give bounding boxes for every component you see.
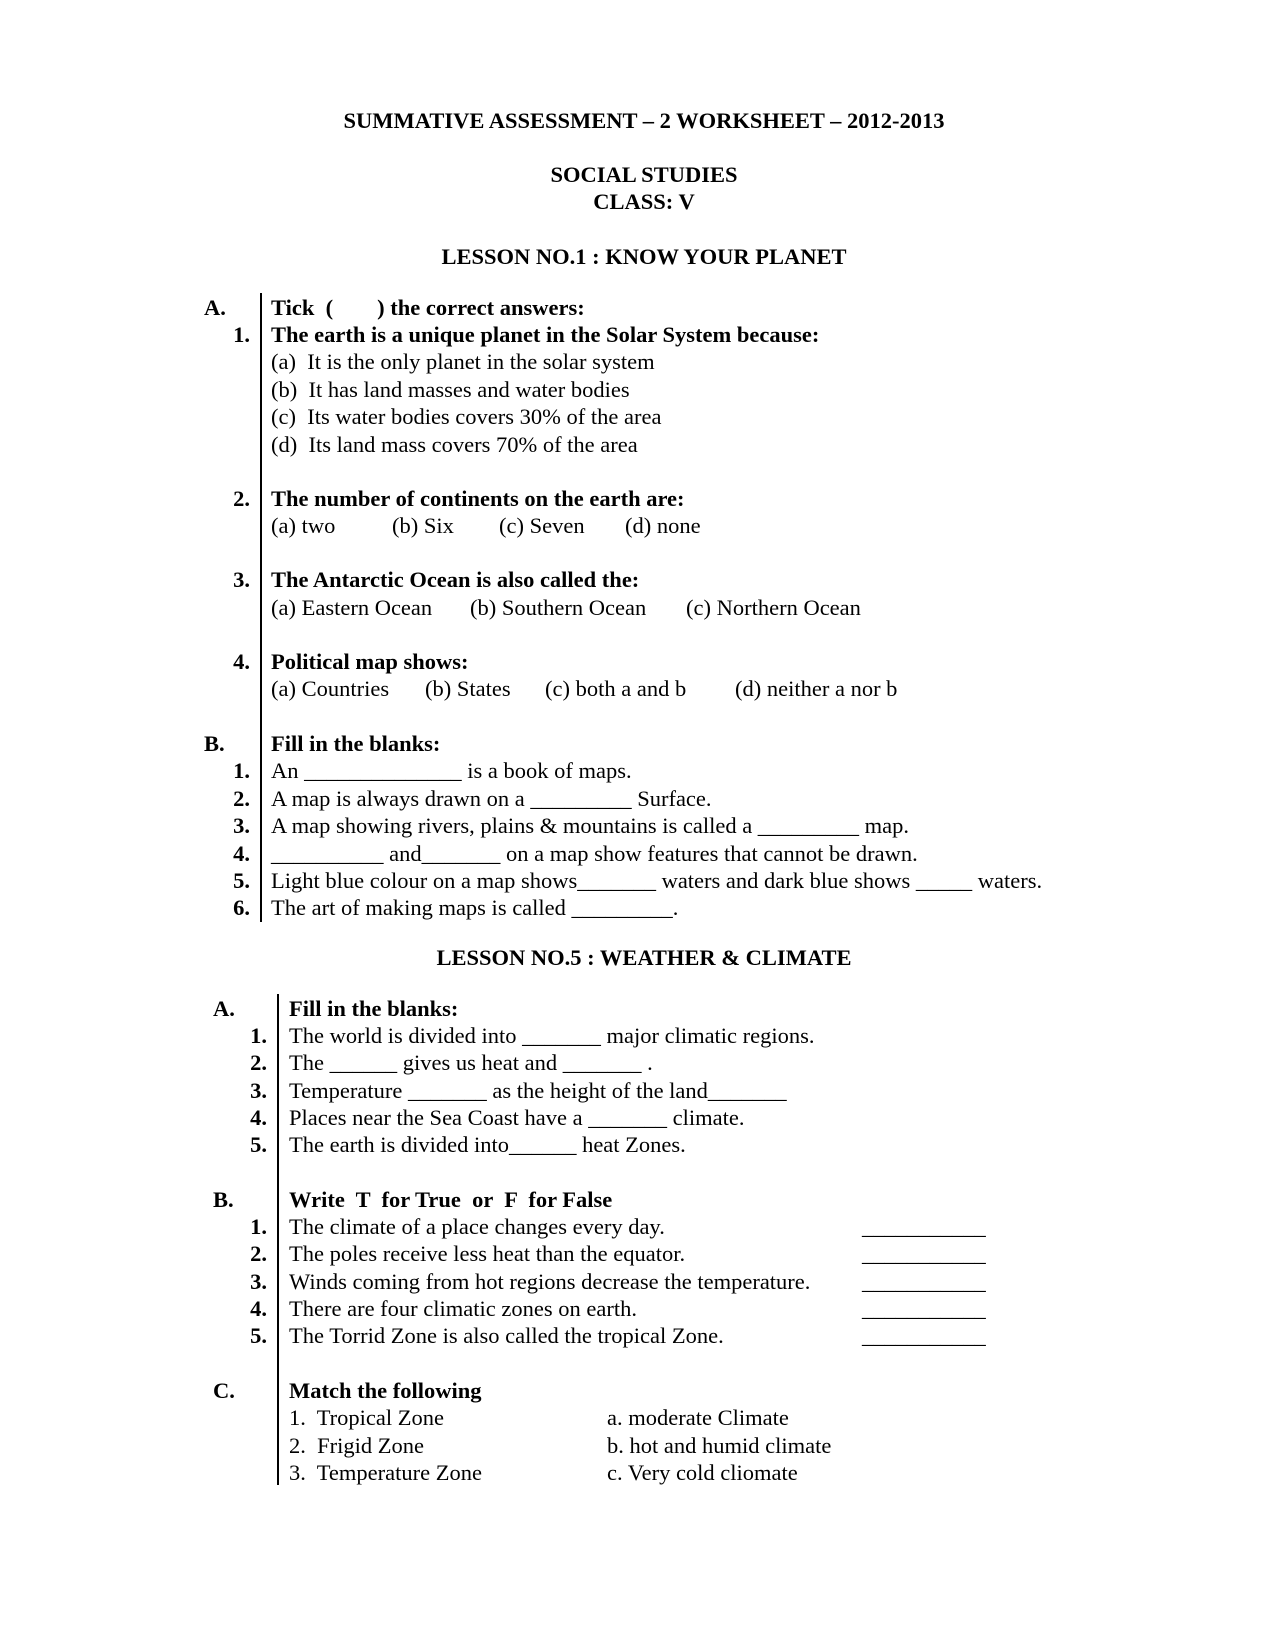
match-left-item: 3. Temperature Zone <box>289 1460 482 1485</box>
true-false-statement: There are four climatic zones on earth. <box>289 1296 637 1321</box>
fill-blank-item: Temperature _______ as the height of the land_______ <box>289 1078 787 1103</box>
item-number: 4. <box>233 841 250 866</box>
section-a-letter: A. <box>213 996 235 1021</box>
section-a-letter: A. <box>204 295 226 320</box>
item-number: 2. <box>233 786 250 811</box>
item-number: 1. <box>233 758 250 783</box>
section-b-heading: Fill in the blanks: <box>271 731 441 756</box>
section-b-heading: Write T for True or F for False <box>289 1187 613 1212</box>
match-right-item: b. hot and humid climate <box>607 1433 832 1458</box>
lesson5-section-rule <box>277 994 279 1485</box>
lesson1-title: LESSON NO.1 : KNOW YOUR PLANET <box>441 244 847 269</box>
match-right-item: a. moderate Climate <box>607 1405 789 1430</box>
fill-blank-item: The earth is divided into______ heat Zones. <box>289 1132 686 1157</box>
question-text: The Antarctic Ocean is also called the: <box>271 567 640 592</box>
section-b-letter: B. <box>204 731 225 756</box>
item-number: 2. <box>250 1241 267 1266</box>
question-number: 1. <box>233 322 250 347</box>
item-number: 3. <box>250 1078 267 1103</box>
fill-blank-item: Places near the Sea Coast have a _______ climate. <box>289 1105 745 1130</box>
worksheet-title: SUMMATIVE ASSESSMENT – 2 WORKSHEET – 2012-2013 <box>343 108 945 133</box>
question-number: 4. <box>233 649 250 674</box>
answer-option: (c) Seven <box>499 513 585 538</box>
fill-blank-item: The art of making maps is called _________. <box>271 895 679 920</box>
item-number: 5. <box>250 1132 267 1157</box>
answer-option: (c) both a and b <box>545 676 687 701</box>
item-number: 3. <box>233 813 250 838</box>
answer-option: (a) Countries <box>271 676 390 701</box>
answer-option: (b) Southern Ocean <box>470 595 647 620</box>
answer-option: (d) neither a nor b <box>735 676 898 701</box>
match-left-item: 2. Frigid Zone <box>289 1433 424 1458</box>
true-false-statement: Winds coming from hot regions decrease the temperature. <box>289 1269 811 1294</box>
answer-option: (a) two <box>271 513 336 538</box>
true-false-statement: The climate of a place changes every day. <box>289 1214 665 1239</box>
fill-blank-item: A map showing rivers, plains & mountains is called a _________ map. <box>271 813 910 838</box>
question-text: Political map shows: <box>271 649 469 674</box>
answer-blank: ___________ <box>862 1323 986 1348</box>
fill-blank-item: An ______________ is a book of maps. <box>271 758 632 783</box>
answer-option: (b) States <box>425 676 511 701</box>
lesson1-section-rule <box>260 293 262 922</box>
item-number: 5. <box>250 1323 267 1348</box>
section-a-heading: Fill in the blanks: <box>289 996 459 1021</box>
item-number: 4. <box>250 1296 267 1321</box>
answer-option: (b) Six <box>392 513 454 538</box>
item-number: 4. <box>250 1105 267 1130</box>
fill-blank-item: A map is always drawn on a _________ Surface. <box>271 786 712 811</box>
answer-option: (a) It is the only planet in the solar system <box>271 349 655 374</box>
match-left-item: 1. Tropical Zone <box>289 1405 444 1430</box>
fill-blank-item: Light blue colour on a map shows_______ waters and dark blue shows _____ waters. <box>271 868 1043 893</box>
section-c-letter: C. <box>213 1378 235 1403</box>
answer-blank: ___________ <box>862 1214 986 1239</box>
question-number: 2. <box>233 486 250 511</box>
section-c-heading: Match the following <box>289 1378 482 1403</box>
answer-option: (c) Its water bodies covers 30% of the area <box>271 404 662 429</box>
lesson5-title: LESSON NO.5 : WEATHER & CLIMATE <box>436 945 852 970</box>
question-number: 3. <box>233 567 250 592</box>
item-number: 1. <box>250 1023 267 1048</box>
match-right-item: c. Very cold cliomate <box>607 1460 798 1485</box>
subject-title: SOCIAL STUDIES <box>550 162 738 187</box>
fill-blank-item: The ______ gives us heat and _______ . <box>289 1050 653 1075</box>
section-a-heading: Tick ( ) the correct answers: <box>271 295 585 320</box>
item-number: 6. <box>233 895 250 920</box>
true-false-statement: The poles receive less heat than the equator. <box>289 1241 686 1266</box>
answer-blank: ___________ <box>862 1241 986 1266</box>
question-text: The number of continents on the earth are: <box>271 486 685 511</box>
question-text: The earth is a unique planet in the Solar System because: <box>271 322 820 347</box>
fill-blank-item: The world is divided into _______ major climatic regions. <box>289 1023 815 1048</box>
answer-option: (d) none <box>625 513 701 538</box>
item-number: 5. <box>233 868 250 893</box>
fill-blank-item: __________ and_______ on a map show features that cannot be drawn. <box>271 841 918 866</box>
true-false-statement: The Torrid Zone is also called the tropical Zone. <box>289 1323 724 1348</box>
answer-option: (a) Eastern Ocean <box>271 595 433 620</box>
answer-option: (c) Northern Ocean <box>686 595 861 620</box>
class-title: CLASS: V <box>593 189 695 214</box>
answer-blank: ___________ <box>862 1296 986 1321</box>
answer-blank: ___________ <box>862 1269 986 1294</box>
item-number: 1. <box>250 1214 267 1239</box>
answer-option: (d) Its land mass covers 70% of the area <box>271 432 638 457</box>
item-number: 3. <box>250 1269 267 1294</box>
section-b-letter: B. <box>213 1187 234 1212</box>
answer-option: (b) It has land masses and water bodies <box>271 377 630 402</box>
item-number: 2. <box>250 1050 267 1075</box>
